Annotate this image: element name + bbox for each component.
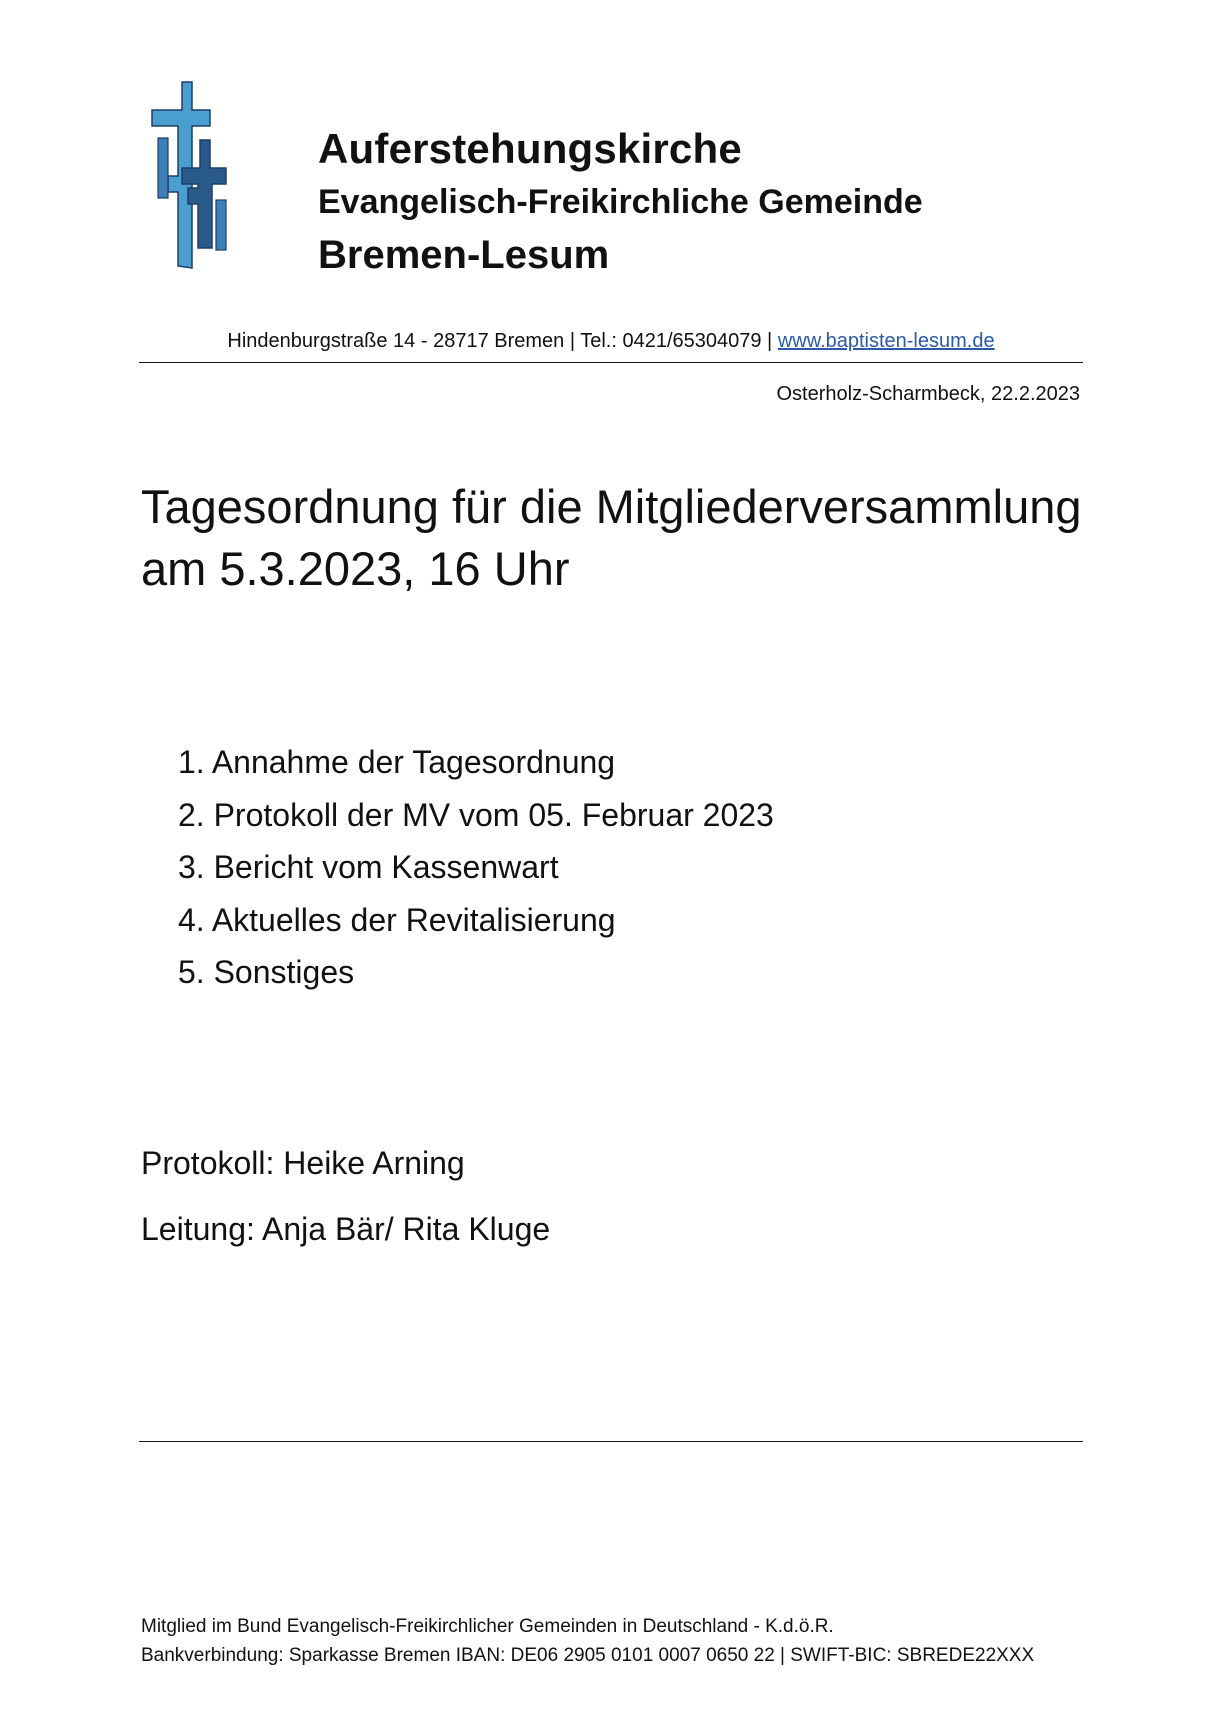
page-title <box>141 476 1101 600</box>
title-line-2: am 5.3.2023, 16 Uhr <box>141 542 570 595</box>
agenda-item-text: Protokoll der MV vom 05. Februar 2023 <box>213 796 774 833</box>
agenda-list <box>178 736 774 999</box>
agenda-item-number: 5. <box>178 954 205 990</box>
date-line: Osterholz-Scharmbeck, 22.2.2023 <box>776 383 1080 405</box>
agenda-item <box>178 789 774 842</box>
agenda-item-number: 2. <box>178 796 205 833</box>
agenda-item-text: Aktuelles der Revitalisierung <box>211 901 616 938</box>
logo-bar-left <box>158 138 168 198</box>
agenda-item <box>178 894 774 947</box>
agenda-item-number: 4. <box>178 901 205 938</box>
header-divider <box>139 362 1083 363</box>
contact-line <box>140 330 1082 353</box>
title-line-1: Tagesordnung für die Mitgliederversammlung <box>141 480 1082 533</box>
protokoll-line: Protokoll: Heike Arning <box>141 1145 465 1181</box>
org-name: Auferstehungskirche <box>318 125 742 172</box>
agenda-item <box>178 946 774 999</box>
footer <box>141 1612 1034 1670</box>
logo-bar-right <box>216 200 226 250</box>
contact-text: Hindenburgstraße 14 - 28717 Bremen | Tel.: 0421/65304079 | <box>227 330 773 352</box>
organization-heading <box>318 122 923 282</box>
agenda-item <box>178 841 774 894</box>
agenda-item-number: 3. <box>178 849 205 885</box>
footer-membership: Mitglied im Bund Evangelisch-Freikirchlicher Gemeinden in Deutschland - K.d.ö.R. <box>141 1616 834 1637</box>
church-cross-logo <box>148 80 238 270</box>
agenda-item-text: Annahme der Tagesordnung <box>211 744 616 780</box>
agenda-item-number: 1. <box>178 744 205 780</box>
agenda-item-text: Sonstiges <box>213 954 355 990</box>
org-subtitle: Evangelisch-Freikirchliche Gemeinde <box>318 183 923 221</box>
roles-block <box>141 1130 550 1262</box>
footer-divider <box>139 1441 1083 1442</box>
agenda-item <box>178 736 774 789</box>
website-link[interactable]: www.baptisten-lesum.de <box>777 330 995 352</box>
footer-bank-details: Bankverbindung: Sparkasse Bremen IBAN: DE06 2905 0101 0007 0650 22 | SWIFT-BIC: SBREDE22XXX <box>141 1645 1035 1666</box>
org-city: Bremen-Lesum <box>318 233 610 277</box>
agenda-item-text: Bericht vom Kassenwart <box>213 849 559 885</box>
leitung-line: Leitung: Anja Bär/ Rita Kluge <box>141 1211 551 1247</box>
